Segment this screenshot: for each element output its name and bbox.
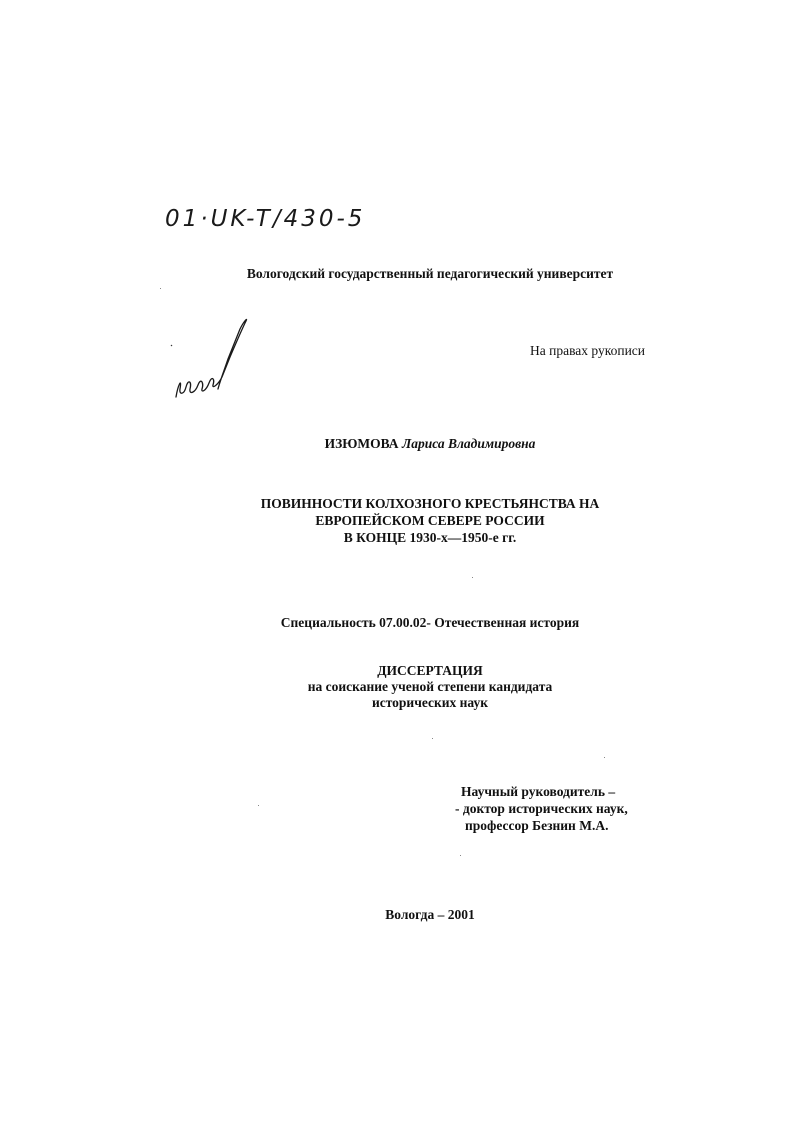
dissertation-heading: ДИССЕРТАЦИЯ [377,663,483,678]
dissertation-title [0,495,795,546]
author-surname: ИЗЮМОВА [324,436,399,451]
rights-note: На правах рукописи [530,343,646,358]
degree-line: исторических наук [371,695,489,710]
degree-line: на соискание ученой степени кандидата [307,679,553,694]
supervisor-degree: - доктор исторических наук, [455,801,628,816]
scan-speck [604,757,605,758]
scan-speck [160,288,161,289]
archive-code-handwritten: 01·UK-T/430-5 [165,206,366,232]
specialty: Специальность 07.00.02- Отечественная история [280,615,580,630]
dissertation-block [0,663,795,711]
title-line: В КОНЦЕ 1930-х—1950-е гг. [343,530,517,545]
supervisor-block [455,783,628,834]
title-line: ПОВИННОСТИ КОЛХОЗНОГО КРЕСТЬЯНСТВА НА [260,496,600,511]
handwritten-signature [168,315,258,405]
author-name [0,436,795,452]
scan-speck [460,855,461,856]
scan-speck [258,805,259,806]
university-name: Вологодский государственный педагогический университет [246,266,614,281]
author-given-names: Лариса Владимировна [401,436,536,451]
title-line: ЕВРОПЕЙСКОМ СЕВЕРЕ РОССИИ [315,513,545,528]
supervisor-label: Научный руководитель – [461,784,616,799]
scan-speck [472,577,473,578]
city-year: Вологда – 2001 [385,907,475,922]
supervisor-name: профессор Безнин М.А. [465,818,609,833]
scan-speck [432,738,433,739]
